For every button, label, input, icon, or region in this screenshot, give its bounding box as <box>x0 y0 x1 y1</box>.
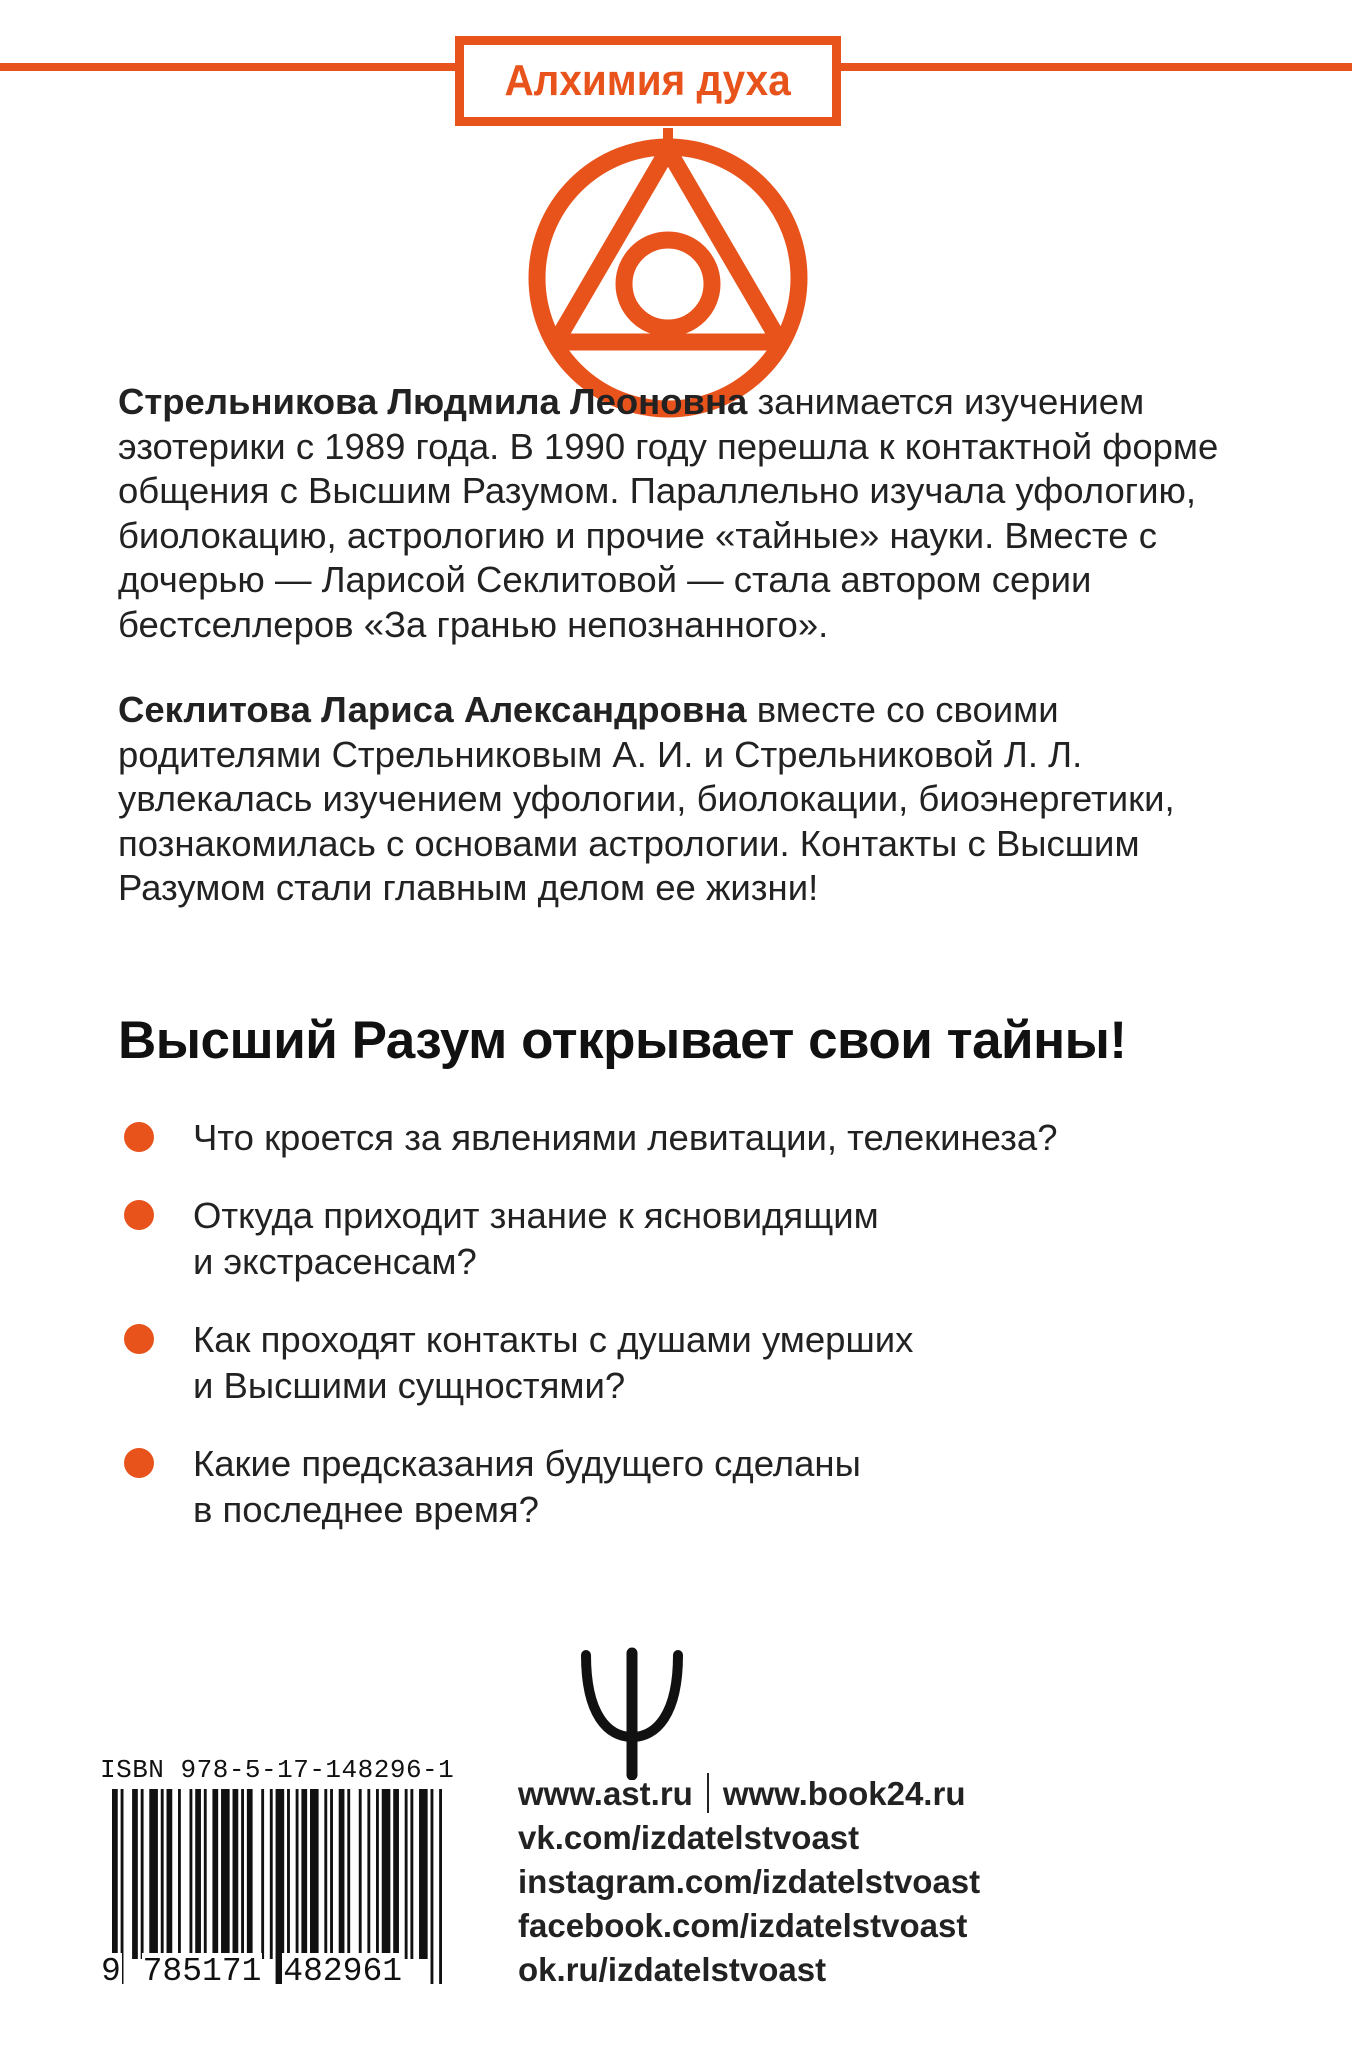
divider <box>707 1773 709 1813</box>
link-ok[interactable]: ok.ru/izdatelstvoast <box>518 1951 827 1988</box>
barcode-bar <box>221 1789 230 1959</box>
bullet-text: Откуда приходит знание к ясновидящим и экстрасенсам? <box>193 1195 879 1282</box>
bullet-dot-icon <box>124 1200 154 1230</box>
author-text-1: занимается изучением эзотерики с 1989 года. В 1990 году перешла к контактной форме общения с Высшим Разумом. Параллельно изучала уфологию, биолокацию, астрологию и прочие «тайные» науки. Вместе с дочерью — Ларисой Секлитовой — стала автором серии бестселлеров «За гранью непознанного». <box>118 381 1219 645</box>
link-ast[interactable]: www.ast.ru <box>518 1775 693 1812</box>
barcode-bar <box>339 1789 345 1959</box>
isbn-first-digit: 9 <box>101 1953 121 1990</box>
isbn-right-group: 482961 <box>283 1953 403 1990</box>
barcode-bar <box>132 1789 138 1959</box>
barcode-bar <box>367 1789 370 1959</box>
author-name-2: Секлитова Лариса Александровна <box>118 689 747 730</box>
barcode-bar <box>212 1789 218 1959</box>
barcode <box>100 1755 455 2005</box>
author-bio-2 <box>118 688 1248 911</box>
barcode-bar <box>270 1789 273 1959</box>
barcode-bar <box>330 1789 333 1959</box>
barcode-bar <box>204 1789 207 1959</box>
barcode-bar <box>195 1789 201 1959</box>
bullet-text: Что кроется за явлениями левитации, телекинеза? <box>193 1117 1058 1158</box>
barcode-bar <box>261 1789 264 1959</box>
isbn-label: ISBN 978-5-17-148296-1 <box>100 1755 455 1785</box>
barcode-bar <box>178 1789 181 1959</box>
bullet-dot-icon <box>124 1324 154 1354</box>
barcode-bar <box>376 1789 379 1959</box>
barcode-bar <box>241 1789 244 1959</box>
barcode-bar <box>149 1789 158 1959</box>
barcode-bar <box>161 1789 164 1959</box>
barcode-bar <box>359 1789 362 1959</box>
bullet-dot-icon <box>124 1122 154 1152</box>
barcode-bar <box>167 1789 173 1959</box>
barcode-bar <box>405 1789 408 1959</box>
barcode-bar <box>287 1789 290 1959</box>
barcode-bar <box>233 1789 239 1959</box>
link-book24[interactable]: www.book24.ru <box>722 1775 966 1812</box>
author-bio-1 <box>118 380 1248 647</box>
bullet-text: Какие предсказания будущего сделаны в последнее время? <box>193 1443 861 1530</box>
barcode-bar <box>310 1789 319 1959</box>
barcode-bar <box>410 1789 413 1959</box>
author-text-2: вместе со своими родителями Стрельниковым А. И. и Стрельниковой Л. Л. увлекалась изучением уфологии, биолокации, биоэнергетики, познакомилась с основами астрологии. Контакты с Высшим Разумом стали главным делом ее жизни! <box>118 689 1175 908</box>
barcode-bar <box>382 1789 391 1959</box>
link-vk[interactable]: vk.com/izdatelstvoast <box>518 1819 860 1856</box>
barcode-bar <box>419 1789 428 1959</box>
headline: Высший Разум открывает свои тайны! <box>118 1011 1127 1070</box>
author-name-1: Стрельникова Людмила Леоновна <box>118 381 748 422</box>
link-facebook[interactable]: facebook.com/izdatelstvoast <box>518 1907 968 1944</box>
link-instagram[interactable]: instagram.com/izdatelstvoast <box>518 1863 981 1900</box>
barcode-bar <box>189 1789 192 1959</box>
barcode-bar <box>347 1789 350 1959</box>
series-title: Алхимия духа <box>504 56 792 105</box>
isbn-left-group: 785171 <box>142 1953 262 1990</box>
publisher-links <box>518 1772 1058 1992</box>
bullet-dot-icon <box>124 1448 154 1478</box>
barcode-bar <box>301 1789 307 1959</box>
barcode-bar <box>324 1789 327 1959</box>
series-label-box <box>455 36 841 126</box>
barcode-bar <box>393 1789 399 1959</box>
barcode-bar <box>141 1789 144 1959</box>
bullet-text: Как проходят контакты с душами умерших и Высшими сущностями? <box>193 1319 914 1406</box>
psi-logo-icon <box>578 1645 686 1780</box>
isbn-digits <box>100 1953 450 1990</box>
barcode-bar <box>247 1789 253 1959</box>
barcode-bar <box>296 1789 299 1959</box>
